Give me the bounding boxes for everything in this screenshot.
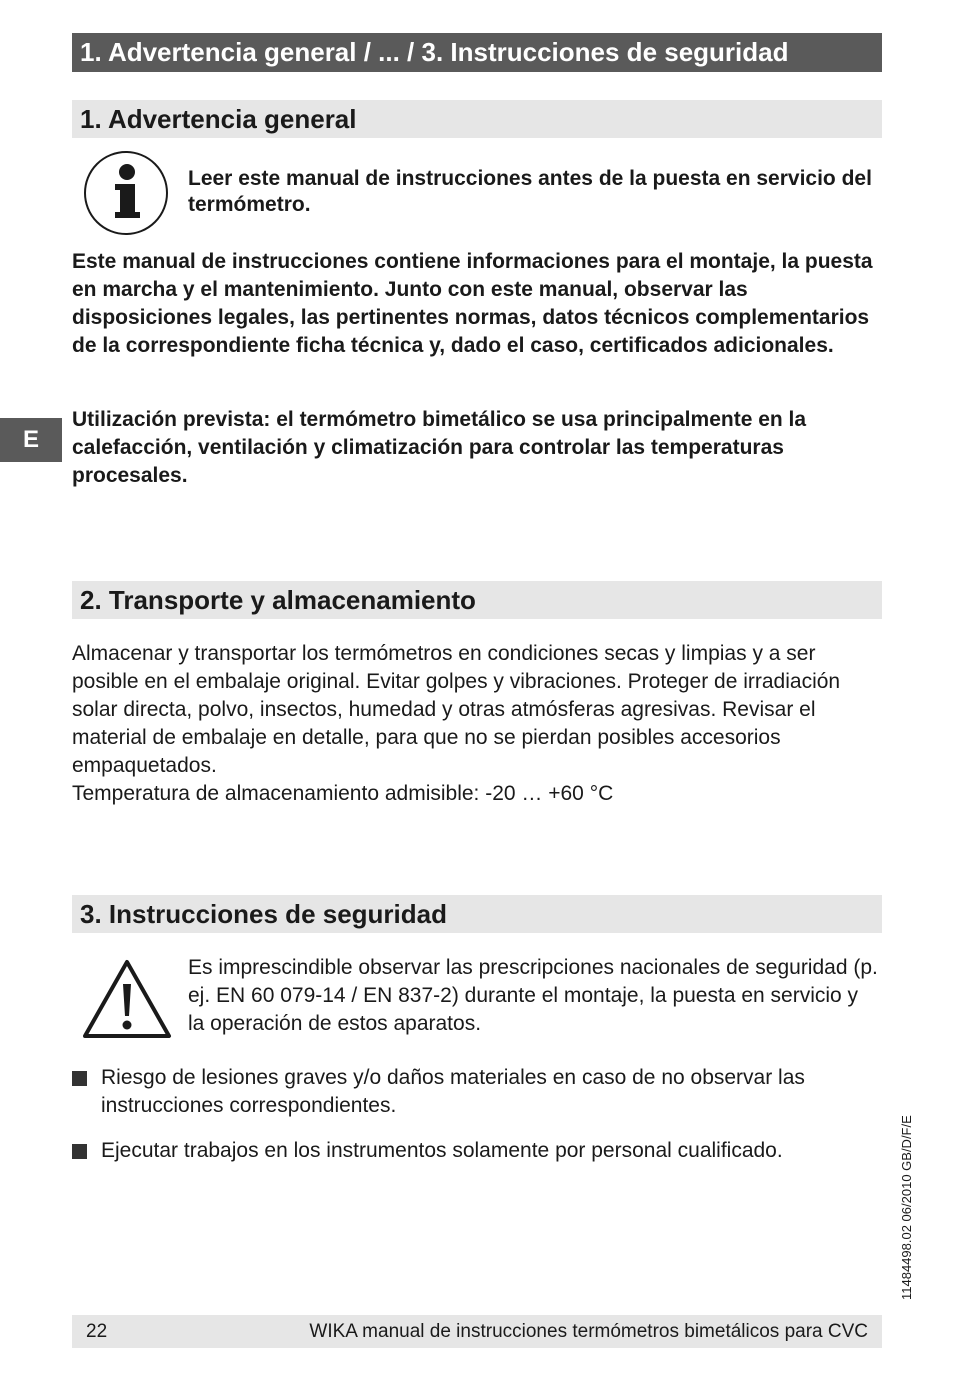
section-heading-advertencia: 1. Advertencia general (72, 100, 882, 138)
safety-warning-text: Es imprescindible observar las prescripciones nacionales de seguridad (p. ej. EN 60 079-14 / EN 837-2) durante el montaje, la puesta en servicio y la operación de estos aparatos. (188, 956, 878, 1035)
section-heading-transporte: 2. Transporte y almacenamiento (72, 581, 882, 619)
intended-use-paragraph: Utilización prevista: el termómetro bimetálico se usa principalmente en la calefacción, ventilación y climatización para controlar las temperaturas procesales. (72, 408, 807, 487)
warning-icon (82, 958, 172, 1045)
page-footer (72, 1315, 882, 1348)
info-note: Leer este manual de instrucciones antes de la puesta en servicio del termómetro. (188, 167, 872, 216)
footer-title: WIKA manual de instrucciones termómetros bimetálicos para CVC (309, 1321, 868, 1342)
intro-paragraph: Este manual de instrucciones contiene informaciones para el montaje, la puesta en marcha y el mantenimiento. Junto con este manual, observar las disposiciones legales, las pertinentes normas, datos técnicos complementarios de la correspondiente ficha técnica y, dado el caso, certificados adicionales. (72, 250, 873, 357)
bullet-text: Ejecutar trabajos en los instrumentos solamente por personal cualificado. (101, 1139, 783, 1162)
square-bullet-icon (72, 1144, 87, 1159)
bullet-text: Riesgo de lesiones graves y/o daños materiales en caso de no observar las instrucciones correspondientes. (101, 1066, 805, 1117)
page-header-title: 1. Advertencia general / ... / 3. Instrucciones de seguridad (72, 33, 882, 72)
section-heading-seguridad: 3. Instrucciones de seguridad (72, 895, 882, 933)
language-tab: E (0, 418, 62, 462)
square-bullet-icon (72, 1071, 87, 1086)
document-code: 11484498.02 06/2010 GB/D/F/E (899, 1115, 914, 1300)
transport-paragraph: Almacenar y transportar los termómetros en condiciones secas y limpias y a ser posible en el embalaje original. Evitar golpes y vibraciones. Proteger de irradiación solar directa, polvo, insectos, humedad y otras atmósferas agresivas. Revisar el material de embalaje en detalle, para que no se pierdan posibles accesorios empaquetados. (72, 642, 841, 777)
info-icon (82, 150, 170, 243)
storage-temperature: Temperatura de almacenamiento admisible: -20 … +60 °C (72, 782, 614, 805)
page-number: 22 (86, 1321, 108, 1342)
